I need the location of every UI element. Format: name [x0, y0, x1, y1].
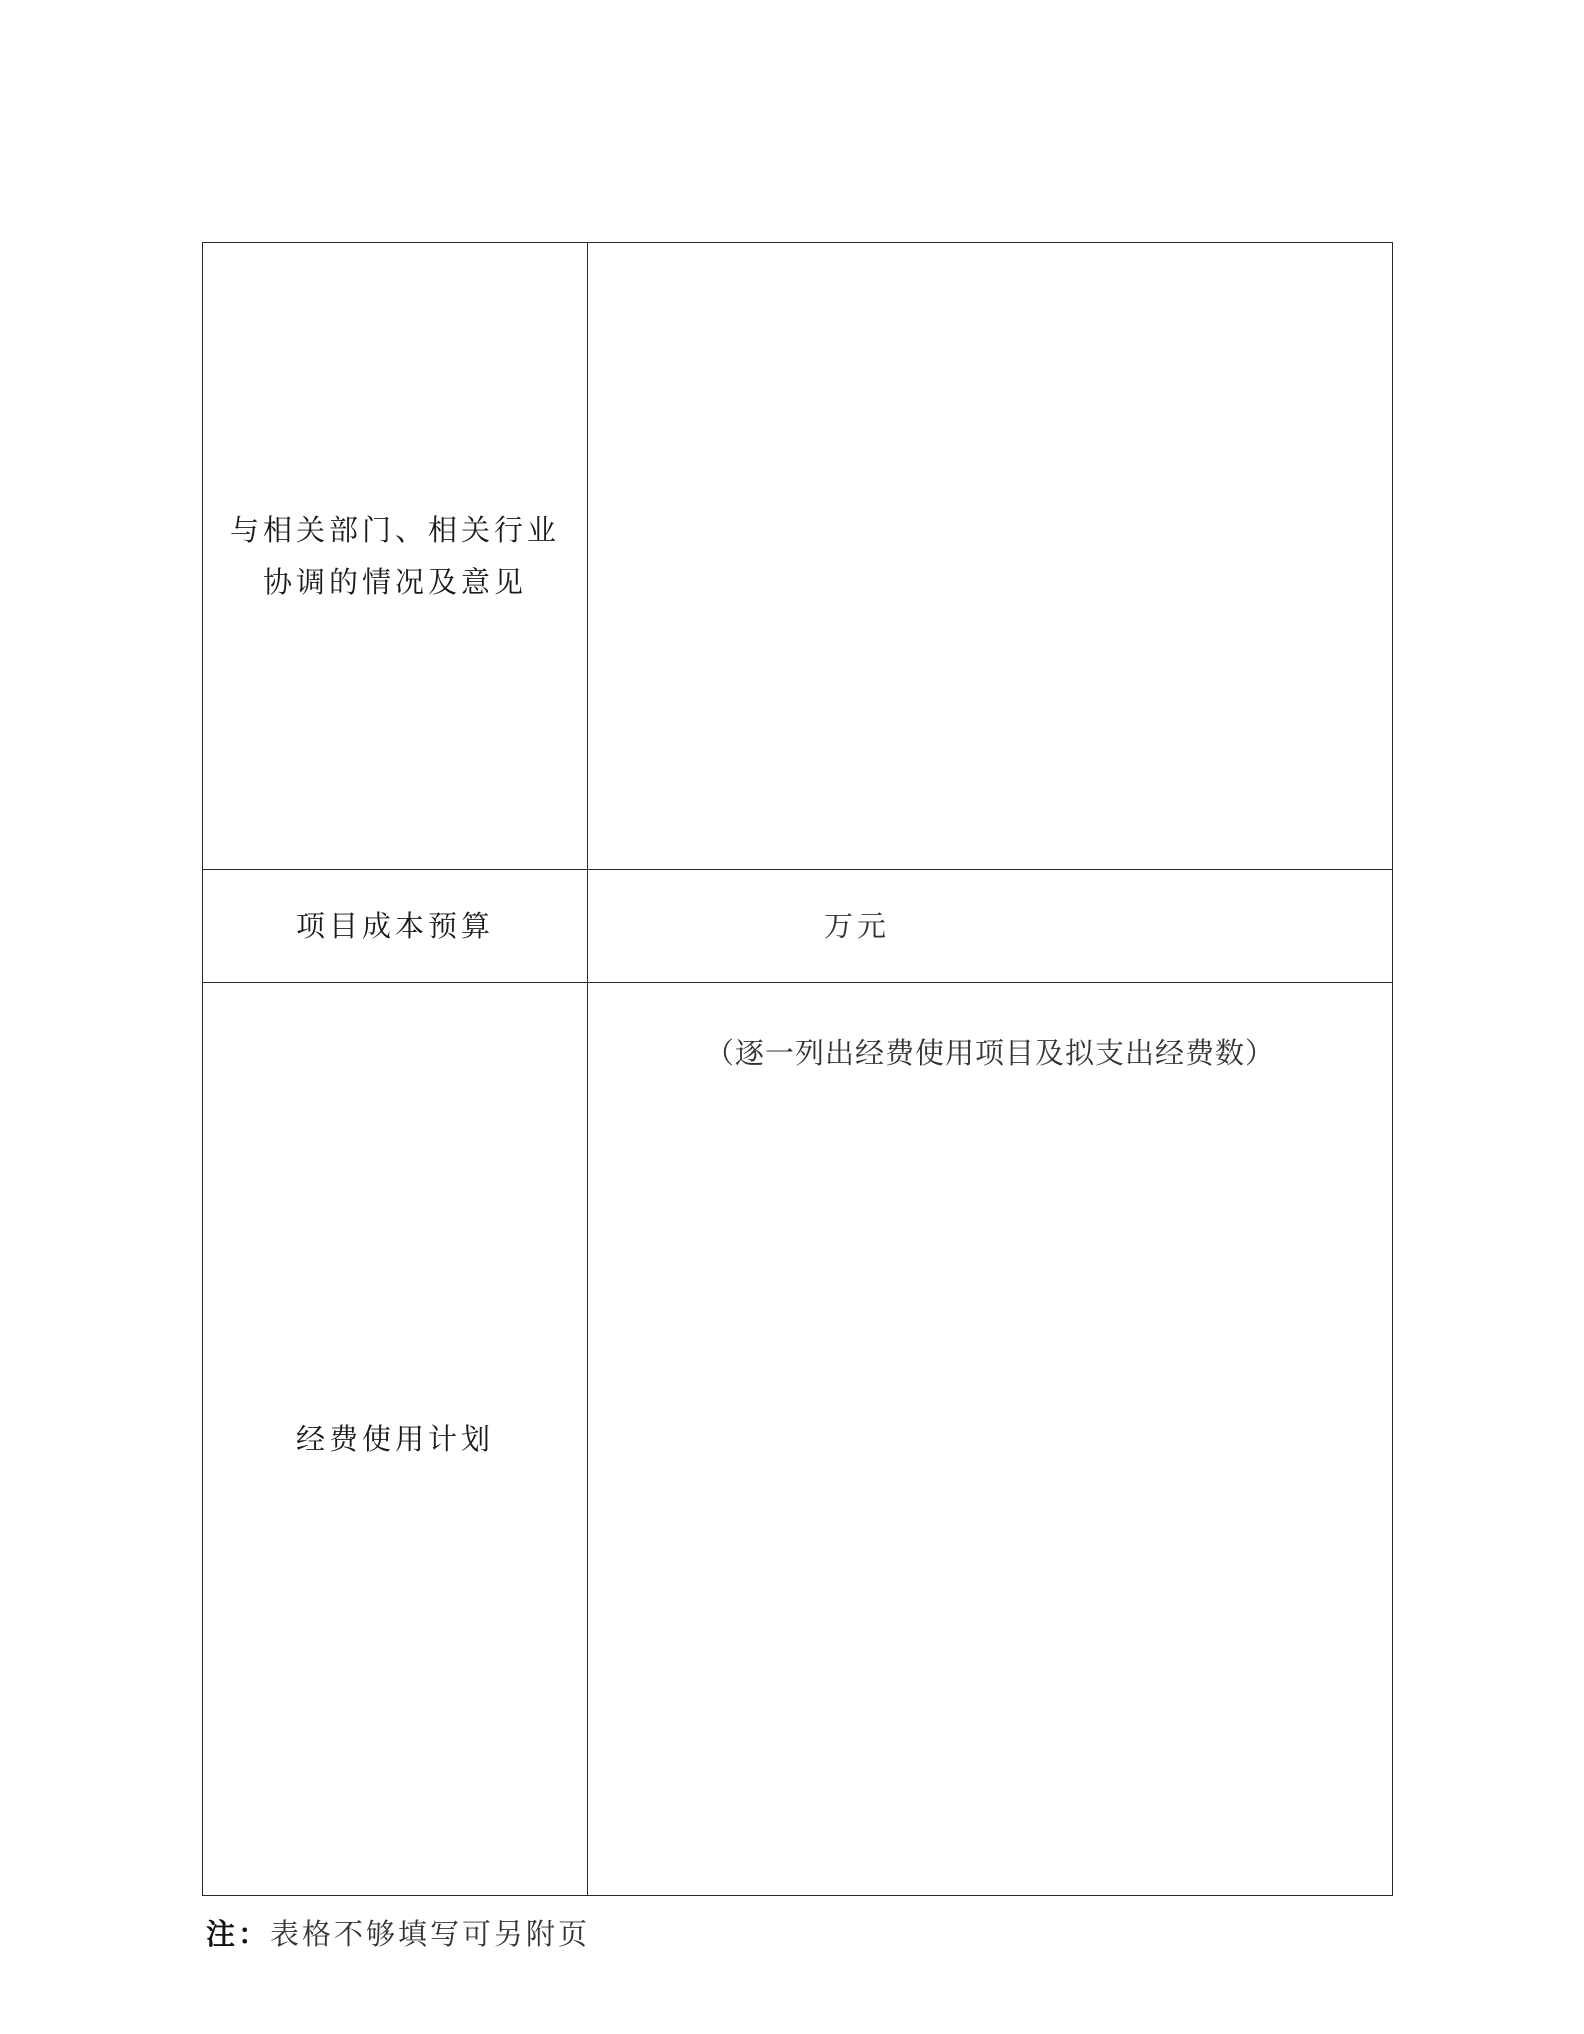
- coordination-label-line-2: 协调的情况及意见: [262, 565, 527, 599]
- application-form-table: [202, 242, 1393, 1896]
- footnote-text: 表格不够填写可另附页: [270, 1917, 591, 1951]
- coordination-value-field[interactable]: [588, 243, 1393, 870]
- form-footnote: [206, 1912, 590, 1953]
- coordination-label-line-1: 与相关部门、相关行业: [229, 513, 560, 547]
- funding-plan-label: [203, 983, 588, 1896]
- coordination-label: [203, 243, 588, 870]
- budget-label-text: 项目成本预算: [295, 909, 494, 943]
- budget-unit-label: 万元: [824, 909, 891, 943]
- budget-value-field[interactable]: [588, 870, 1393, 983]
- budget-label: [203, 870, 588, 983]
- form-row-budget: [203, 870, 1393, 983]
- footnote-prefix: 注：: [206, 1917, 271, 1951]
- form-row-funding-plan: [203, 983, 1393, 1896]
- funding-plan-value-field[interactable]: [588, 983, 1393, 1896]
- form-row-coordination: [203, 243, 1393, 870]
- funding-plan-label-text: 经费使用计划: [295, 1422, 494, 1456]
- funding-plan-hint: （逐一列出经费使用项目及拟支出经费数）: [704, 1036, 1275, 1070]
